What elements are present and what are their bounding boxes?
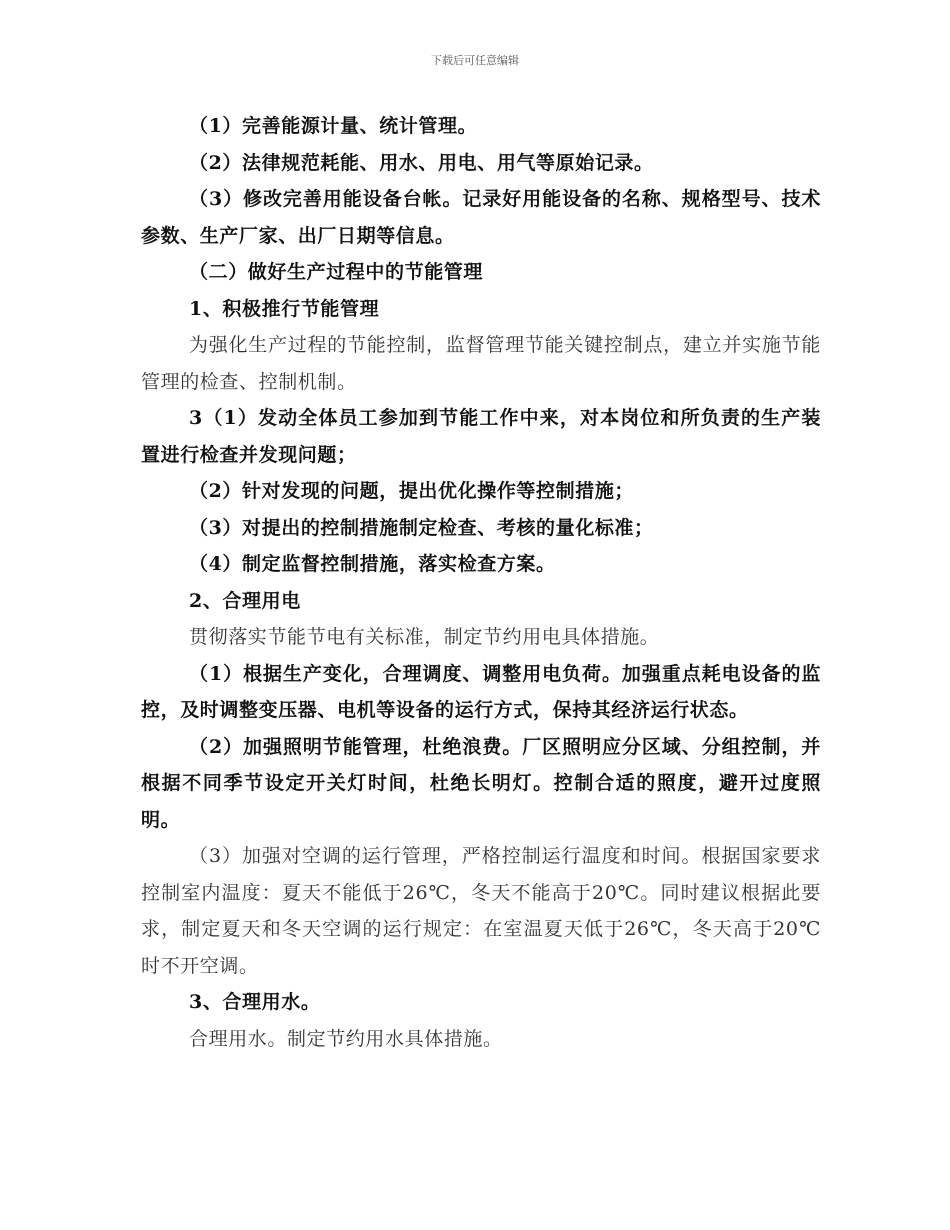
subheading-1: 1、积极推行节能管理 xyxy=(189,297,380,320)
subheading-2: 2、合理用电 xyxy=(189,589,301,612)
paragraph-10: （3）加强对空调的运行管理，严格控制运行温度和时间。根据国家要求控制室内温度：夏天不能低于26℃，冬天不能高于20℃。同时建议根据此要求，制定夏天和冬天空调的运行规定：在室温夏天低于26℃，冬天高于20℃时不开空调。 xyxy=(141,845,821,977)
paragraph-intro-2: 贯彻落实节能节电有关标准，制定节约用电具体措施。 xyxy=(189,626,660,648)
paragraph-7: （4）制定监督控制措施，落实检查方案。 xyxy=(189,553,556,575)
document-body xyxy=(141,108,821,1057)
paragraph-8: （1）根据生产变化，合理调度、调整用电负荷。加强重点耗电设备的监控，及时调整变压器、电机等设备的运行方式，保持其经济运行状态。 xyxy=(141,662,821,721)
subheading-3: 3、合理用水。 xyxy=(189,991,321,1013)
paragraph-intro-3: 合理用水。制定节约用水具体措施。 xyxy=(189,1027,503,1050)
section-heading-2: （二）做好生产过程中的节能管理 xyxy=(189,261,484,283)
paragraph-2: （2）法律规范耗能、用水、用电、用气等原始记录。 xyxy=(189,151,654,174)
paragraph-6: （3）对提出的控制措施制定检查、考核的量化标准； xyxy=(189,516,654,539)
paragraph-9: （2）加强照明节能管理，杜绝浪费。厂区照明应分区域、分组控制，并根据不同季节设定开关灯时间，杜绝长明灯。控制合适的照度，避开过度照明。 xyxy=(141,735,821,831)
paragraph-intro-1: 为强化生产过程的节能控制，监督管理节能关键控制点，建立并实施节能管理的检查、控制机制。 xyxy=(141,334,821,393)
paragraph-4: 3（1）发动全体员工参加到节能工作中来，对本岗位和所负责的生产装置进行检查并发现问题； xyxy=(141,407,821,466)
page-header: 下载后可任意编辑 xyxy=(431,54,519,67)
paragraph-5: （2）针对发现的问题，提出优化操作等控制措施； xyxy=(189,480,635,502)
paragraph-3: （3）修改完善用能设备台帐。记录好用能设备的名称、规格型号、技术参数、生产厂家、出厂日期等信息。 xyxy=(141,188,821,247)
paragraph-1: （1）完善能源计量、统计管理。 xyxy=(189,115,478,137)
